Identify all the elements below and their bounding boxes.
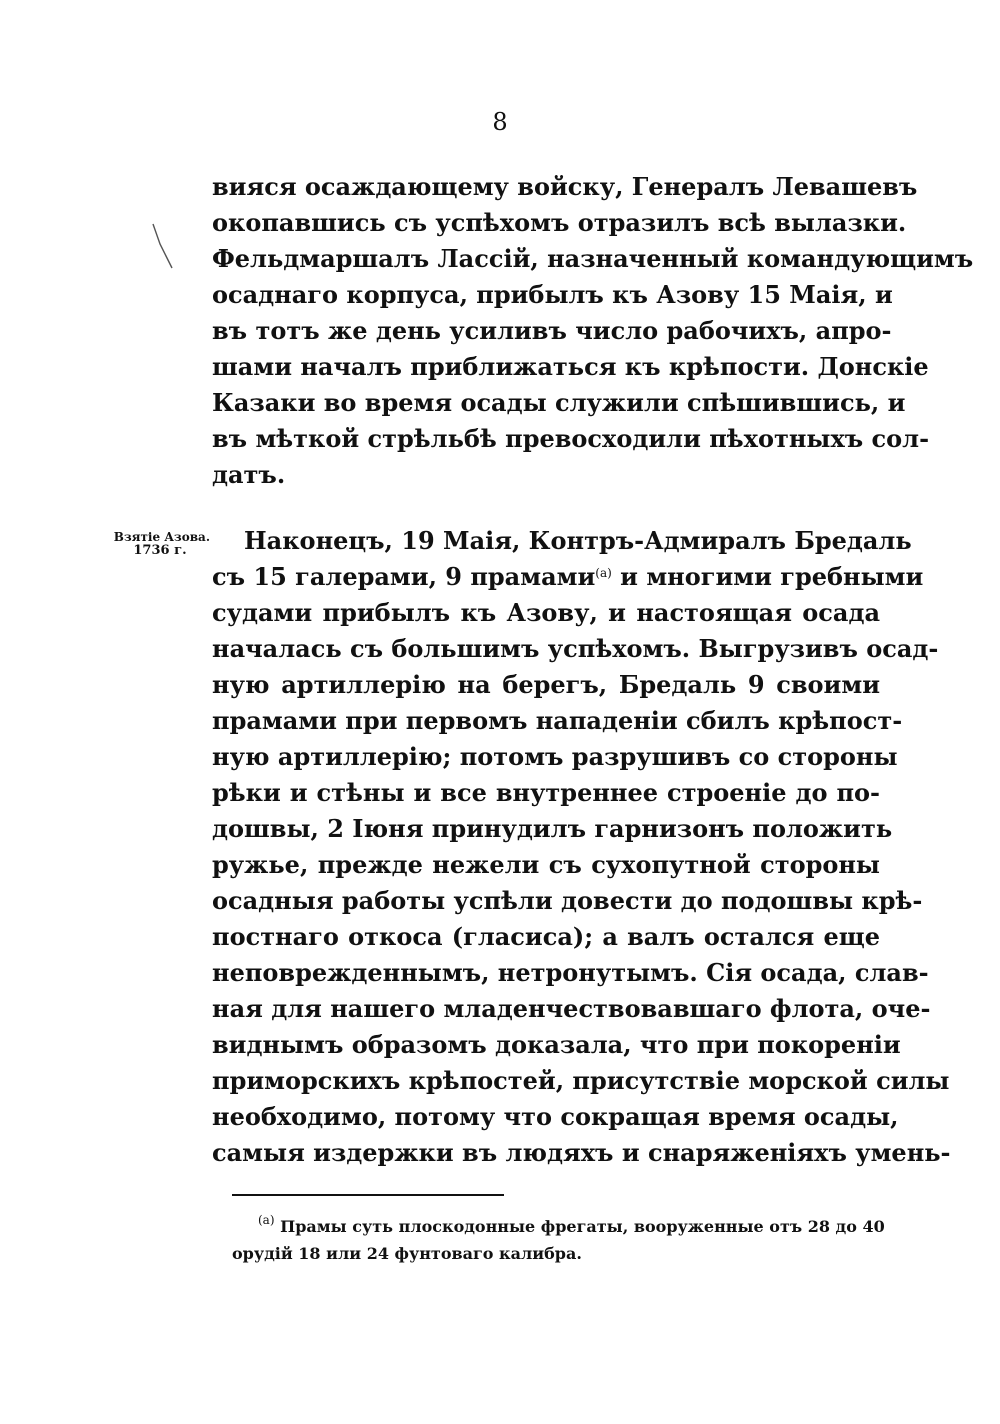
text-line: ная для нашего младенчествовавшаго флота, оче- bbox=[212, 994, 931, 1023]
text-line: осаднаго корпуса, прибылъ къ Азову 15 Маія, и bbox=[212, 280, 893, 309]
footnote-reference: (а) bbox=[595, 566, 612, 580]
page-number: 8 bbox=[492, 108, 508, 136]
margin-pencil-mark bbox=[150, 222, 190, 272]
text-line: ную артиллерію; потомъ разрушивъ со стороны bbox=[212, 742, 898, 771]
text-line: окопавшись съ успѣхомъ отразилъ всѣ вылазки. bbox=[212, 208, 907, 237]
text-line: Казаки во время осады служили спѣшившись, и bbox=[212, 388, 906, 417]
footnote-text: Прамы суть плоскодонные фрегаты, вооруженные отъ 28 до 40 bbox=[280, 1217, 885, 1236]
text-line: въ мѣткой стрѣльбѣ превосходили пѣхотныхъ сол- bbox=[212, 424, 930, 453]
text-line: постнаго откоса (гласиса); а валъ остался еще bbox=[212, 922, 880, 951]
text-line: прамами при первомъ нападеніи сбилъ крѣпост- bbox=[212, 706, 903, 735]
text-line: въ тотъ же день усиливъ число рабочихъ, апро- bbox=[212, 316, 892, 345]
text-line: Фельдмаршалъ Лассій, назначенный командующимъ bbox=[212, 244, 974, 273]
text-line: началась съ большимъ успѣхомъ. Выгрузивъ осад- bbox=[212, 634, 939, 663]
footnote-line: орудій 18 или 24 фунтоваго калибра. bbox=[232, 1244, 582, 1263]
text-line: ную артиллерію на берегъ, Бредаль 9 своими bbox=[212, 670, 880, 699]
text-line: шами началъ приближаться къ крѣпости. Донскіе bbox=[212, 352, 929, 381]
margin-note bbox=[104, 530, 210, 558]
text-line: виднымъ образомъ доказала, что при покореніи bbox=[212, 1030, 901, 1059]
text-line: вияся осаждающему войску, Генералъ Левашевъ bbox=[212, 172, 918, 201]
text-fragment: съ 15 галерами, 9 прамами bbox=[212, 562, 596, 591]
text-line: ружье, прежде нежели съ сухопутной стороны bbox=[212, 850, 880, 879]
text-line: неповрежденнымъ, нетронутымъ. Сія осада, слав- bbox=[212, 958, 929, 987]
footnote-divider bbox=[232, 1194, 504, 1196]
text-line: судами прибылъ къ Азову, и настоящая осада bbox=[212, 598, 880, 627]
text-line: датъ. bbox=[212, 460, 286, 489]
text-line: приморскихъ крѣпостей, присутствіе морской силы bbox=[212, 1066, 950, 1095]
text-line: осадныя работы успѣли довести до подошвы крѣ- bbox=[212, 886, 923, 915]
text-fragment: и многими гребными bbox=[611, 562, 924, 591]
footnote-line bbox=[258, 1213, 885, 1238]
text-line: необходимо, потому что сокращая время осады, bbox=[212, 1102, 899, 1131]
text-line: дошвы, 2 Іюня принудилъ гарнизонъ положить bbox=[212, 814, 893, 843]
text-line-with-footnote-ref bbox=[212, 562, 924, 594]
text-line: рѣки и стѣны и все внутреннее строеніе до по- bbox=[212, 778, 880, 807]
footnote-marker: (а) bbox=[258, 1213, 275, 1227]
text-line: самыя издержки въ людяхъ и снаряженіяхъ умень- bbox=[212, 1138, 951, 1167]
margin-note-title: Взятіе Азова. bbox=[113, 530, 210, 544]
text-line: Наконецъ, 19 Маія, Контръ-Адмиралъ Бредаль bbox=[244, 526, 912, 555]
margin-note-year: 1736 г. bbox=[133, 543, 187, 558]
